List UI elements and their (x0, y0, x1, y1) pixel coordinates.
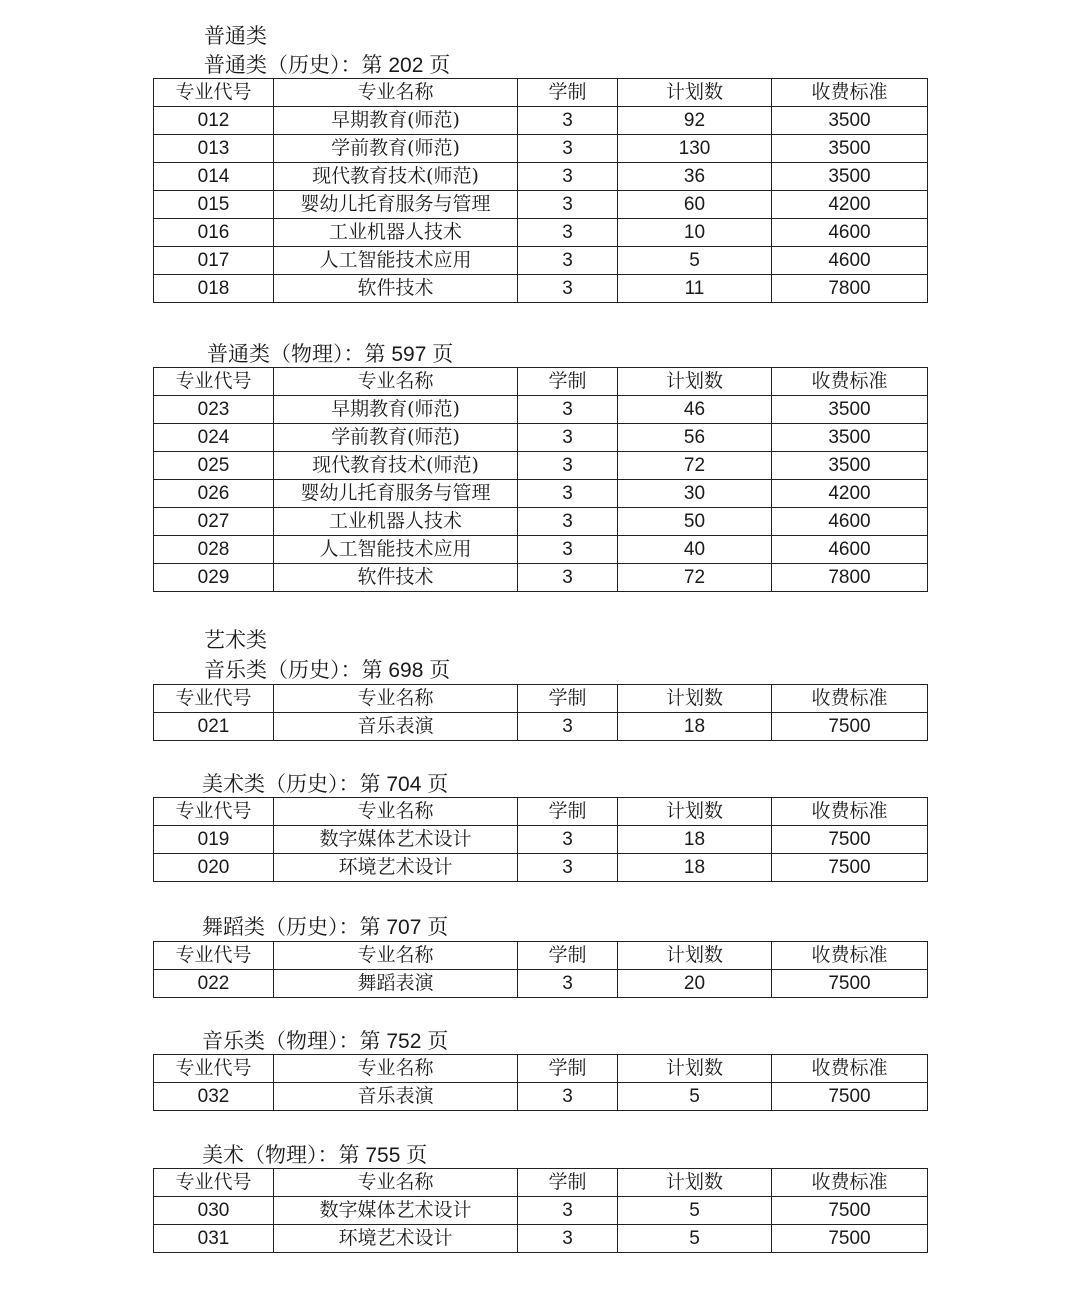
plan-count: 5 (618, 1197, 772, 1225)
plan-count: 11 (618, 275, 772, 303)
column-header: 专业代号 (154, 685, 274, 713)
major-code: 027 (154, 508, 274, 536)
column-header: 计划数 (618, 685, 772, 713)
plan-count: 72 (618, 452, 772, 480)
page-number: 707 (380, 916, 428, 939)
column-header: 专业名称 (274, 798, 518, 826)
major-code: 032 (154, 1083, 274, 1111)
column-header: 专业名称 (274, 1055, 518, 1083)
table-row (154, 713, 928, 741)
major-name: 音乐表演 (274, 713, 518, 741)
plan-count: 72 (618, 564, 772, 592)
table-row (154, 508, 928, 536)
tuition-fee: 7500 (772, 713, 928, 741)
column-header: 专业代号 (154, 1169, 274, 1197)
table-header-row (154, 798, 928, 826)
table-row (154, 1083, 928, 1111)
table-header-row (154, 79, 928, 107)
tuition-fee: 3500 (772, 135, 928, 163)
column-header: 收费标准 (772, 798, 928, 826)
major-code: 019 (154, 826, 274, 854)
page-suffix: 页 (427, 1029, 449, 1053)
major-name: 婴幼儿托育服务与管理 (274, 191, 518, 219)
major-name: 数字媒体艺术设计 (274, 826, 518, 854)
tuition-fee: 4600 (772, 219, 928, 247)
column-header: 专业名称 (274, 368, 518, 396)
study-years: 3 (518, 713, 618, 741)
study-years: 3 (518, 452, 618, 480)
tuition-fee: 4200 (772, 480, 928, 508)
plan-count: 5 (618, 1225, 772, 1253)
major-name: 舞蹈表演 (274, 970, 518, 998)
major-code: 025 (154, 452, 274, 480)
plan-count: 18 (618, 854, 772, 882)
major-name: 音乐表演 (274, 1083, 518, 1111)
study-years: 3 (518, 480, 618, 508)
study-years: 3 (518, 191, 618, 219)
major-code: 017 (154, 247, 274, 275)
study-years: 3 (518, 396, 618, 424)
section-heading (202, 770, 448, 799)
section-label: 普通类（历史）：第 (204, 53, 383, 77)
table-row (154, 396, 928, 424)
column-header: 收费标准 (772, 685, 928, 713)
column-header: 学制 (518, 798, 618, 826)
tuition-fee: 7500 (772, 1197, 928, 1225)
page-number: 698 (382, 659, 430, 682)
section-label: 美术（物理）：第 (202, 1143, 360, 1167)
study-years: 3 (518, 826, 618, 854)
table-row (154, 970, 928, 998)
column-header: 收费标准 (772, 1169, 928, 1197)
plan-count: 40 (618, 536, 772, 564)
page-number: 202 (382, 54, 430, 77)
column-header: 专业名称 (274, 79, 518, 107)
column-header: 计划数 (618, 79, 772, 107)
column-header: 学制 (518, 368, 618, 396)
column-header: 学制 (518, 79, 618, 107)
tuition-fee: 7500 (772, 1083, 928, 1111)
page-number: 597 (385, 343, 433, 366)
section-heading (202, 913, 448, 942)
study-years: 3 (518, 854, 618, 882)
page-suffix: 页 (406, 1143, 428, 1167)
plan-count: 18 (618, 826, 772, 854)
section-label: 美术类（历史）：第 (202, 772, 381, 796)
plan-count: 92 (618, 107, 772, 135)
table-row (154, 107, 928, 135)
major-code: 022 (154, 970, 274, 998)
plan-count: 20 (618, 970, 772, 998)
major-code: 015 (154, 191, 274, 219)
table-header-row (154, 368, 928, 396)
table-row (154, 163, 928, 191)
major-name: 软件技术 (274, 275, 518, 303)
section-label: 普通类（物理）：第 (207, 342, 386, 366)
major-name: 早期教育(师范) (274, 107, 518, 135)
section-heading (207, 340, 453, 369)
major-name: 工业机器人技术 (274, 219, 518, 247)
major-name: 工业机器人技术 (274, 508, 518, 536)
major-table (153, 797, 928, 882)
column-header: 专业代号 (154, 942, 274, 970)
tuition-fee: 7500 (772, 854, 928, 882)
major-name: 人工智能技术应用 (274, 247, 518, 275)
page-number: 752 (380, 1030, 428, 1053)
major-name: 婴幼儿托育服务与管理 (274, 480, 518, 508)
section-label: 音乐类（历史）：第 (204, 658, 383, 682)
column-header: 收费标准 (772, 368, 928, 396)
study-years: 3 (518, 275, 618, 303)
plan-count: 60 (618, 191, 772, 219)
category-heading: 普通类 (204, 24, 267, 48)
page-suffix: 页 (427, 772, 449, 796)
major-code: 021 (154, 713, 274, 741)
tuition-fee: 4600 (772, 247, 928, 275)
section-label: 舞蹈类（历史）：第 (202, 915, 381, 939)
major-name: 软件技术 (274, 564, 518, 592)
major-code: 013 (154, 135, 274, 163)
study-years: 3 (518, 135, 618, 163)
major-code: 026 (154, 480, 274, 508)
plan-count: 46 (618, 396, 772, 424)
study-years: 3 (518, 219, 618, 247)
column-header: 收费标准 (772, 1055, 928, 1083)
major-table (153, 1168, 928, 1253)
section-heading (202, 1141, 427, 1170)
column-header: 计划数 (618, 1055, 772, 1083)
tuition-fee: 4200 (772, 191, 928, 219)
major-code: 030 (154, 1197, 274, 1225)
page-number: 755 (359, 1144, 407, 1167)
plan-count: 36 (618, 163, 772, 191)
tuition-fee: 4600 (772, 536, 928, 564)
study-years: 3 (518, 107, 618, 135)
tuition-fee: 3500 (772, 452, 928, 480)
study-years: 3 (518, 163, 618, 191)
major-code: 018 (154, 275, 274, 303)
major-code: 014 (154, 163, 274, 191)
major-table (153, 78, 928, 303)
table-row (154, 480, 928, 508)
table-row (154, 135, 928, 163)
column-header: 学制 (518, 942, 618, 970)
major-code: 020 (154, 854, 274, 882)
study-years: 3 (518, 1197, 618, 1225)
column-header: 计划数 (618, 368, 772, 396)
tuition-fee: 7500 (772, 970, 928, 998)
table-row (154, 1197, 928, 1225)
column-header: 专业代号 (154, 798, 274, 826)
major-table (153, 684, 928, 741)
major-code: 031 (154, 1225, 274, 1253)
tuition-fee: 3500 (772, 163, 928, 191)
page-number: 704 (380, 773, 428, 796)
column-header: 专业代号 (154, 1055, 274, 1083)
major-code: 024 (154, 424, 274, 452)
section-heading (204, 656, 450, 685)
table-header-row (154, 1055, 928, 1083)
tuition-fee: 7800 (772, 564, 928, 592)
major-name: 现代教育技术(师范) (274, 452, 518, 480)
column-header: 专业名称 (274, 685, 518, 713)
column-header: 计划数 (618, 798, 772, 826)
study-years: 3 (518, 247, 618, 275)
study-years: 3 (518, 424, 618, 452)
page-suffix: 页 (429, 53, 451, 77)
plan-count: 18 (618, 713, 772, 741)
column-header: 专业名称 (274, 942, 518, 970)
major-table (153, 1054, 928, 1111)
tuition-fee: 7500 (772, 1225, 928, 1253)
table-header-row (154, 942, 928, 970)
tuition-fee: 7500 (772, 826, 928, 854)
column-header: 专业代号 (154, 79, 274, 107)
major-name: 早期教育(师范) (274, 396, 518, 424)
table-header-row (154, 685, 928, 713)
plan-count: 5 (618, 1083, 772, 1111)
column-header: 收费标准 (772, 79, 928, 107)
column-header: 学制 (518, 1169, 618, 1197)
major-code: 012 (154, 107, 274, 135)
major-table (153, 941, 928, 998)
page-suffix: 页 (432, 342, 454, 366)
study-years: 3 (518, 970, 618, 998)
page-suffix: 页 (429, 658, 451, 682)
table-row (154, 536, 928, 564)
plan-count: 50 (618, 508, 772, 536)
column-header: 计划数 (618, 1169, 772, 1197)
plan-count: 30 (618, 480, 772, 508)
table-row (154, 452, 928, 480)
table-row (154, 424, 928, 452)
major-name: 人工智能技术应用 (274, 536, 518, 564)
plan-count: 10 (618, 219, 772, 247)
major-name: 数字媒体艺术设计 (274, 1197, 518, 1225)
tuition-fee: 4600 (772, 508, 928, 536)
major-code: 028 (154, 536, 274, 564)
column-header: 收费标准 (772, 942, 928, 970)
major-table (153, 367, 928, 592)
major-name: 环境艺术设计 (274, 854, 518, 882)
study-years: 3 (518, 1225, 618, 1253)
column-header: 专业名称 (274, 1169, 518, 1197)
plan-count: 56 (618, 424, 772, 452)
major-code: 023 (154, 396, 274, 424)
section-heading (202, 1027, 448, 1056)
table-row (154, 219, 928, 247)
column-header: 学制 (518, 1055, 618, 1083)
plan-count: 5 (618, 247, 772, 275)
study-years: 3 (518, 508, 618, 536)
table-row (154, 191, 928, 219)
major-code: 016 (154, 219, 274, 247)
major-name: 学前教育(师范) (274, 424, 518, 452)
major-name: 环境艺术设计 (274, 1225, 518, 1253)
table-header-row (154, 1169, 928, 1197)
section-label: 音乐类（物理）：第 (202, 1029, 381, 1053)
major-name: 学前教育(师范) (274, 135, 518, 163)
major-code: 029 (154, 564, 274, 592)
plan-count: 130 (618, 135, 772, 163)
column-header: 专业代号 (154, 368, 274, 396)
column-header: 计划数 (618, 942, 772, 970)
study-years: 3 (518, 564, 618, 592)
tuition-fee: 3500 (772, 396, 928, 424)
table-row (154, 854, 928, 882)
tuition-fee: 7800 (772, 275, 928, 303)
column-header: 学制 (518, 685, 618, 713)
table-row (154, 275, 928, 303)
major-name: 现代教育技术(师范) (274, 163, 518, 191)
study-years: 3 (518, 1083, 618, 1111)
tuition-fee: 3500 (772, 424, 928, 452)
page-suffix: 页 (427, 915, 449, 939)
table-row (154, 564, 928, 592)
table-row (154, 247, 928, 275)
table-row (154, 826, 928, 854)
tuition-fee: 3500 (772, 107, 928, 135)
table-row (154, 1225, 928, 1253)
category-heading: 艺术类 (204, 628, 267, 652)
study-years: 3 (518, 536, 618, 564)
section-heading (204, 51, 450, 80)
